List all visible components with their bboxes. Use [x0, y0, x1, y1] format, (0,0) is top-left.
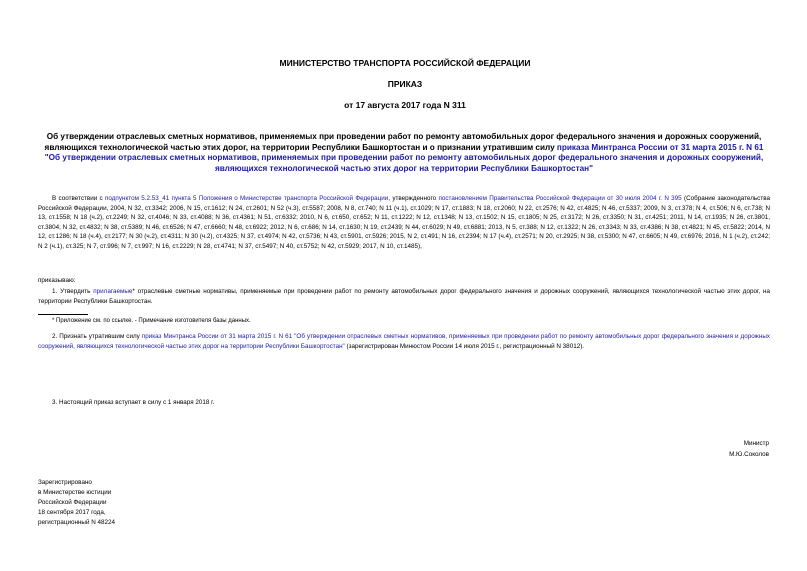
item-1-text-1: Утвердить — [60, 288, 94, 295]
registration-block — [38, 478, 115, 528]
title-text: Об утверждении отраслевых сметных нормативов, применяемых при проведении работ по ремонту автомобильных дорог федерального значения и дорожных сооружений, являющихся технологической частью этих дорог, на территории Республики Башкортостан и о признании утратившим силу — [44, 132, 762, 152]
registration-line-3: Российской Федерации — [38, 499, 107, 506]
preamble-link-1[interactable]: подпунктом 5.2.53_41 пункта 5 Положения о Министерстве транспорта Российской Федерации — [104, 195, 389, 202]
footnote-divider — [38, 314, 88, 315]
item-1-link[interactable]: прилагаемые — [93, 288, 133, 295]
preamble-link-2[interactable]: постановлением Правительства Российской Федерации от 30 июля 2004 г. N 395 — [438, 195, 682, 202]
item-1-text-2: отраслевые сметные нормативы, применяемые при проведении работ по ремонту автомобильных дорог федерального значения и дорожных сооружений, являющихся технологической частью этих дорог, на территории Республики Башкортостан. — [38, 288, 771, 305]
item-3-text: Настоящий приказ вступает в силу с 1 января 2018 г. — [59, 399, 215, 406]
preamble-text-3: (Собрание законодательства Российской Федерации, 2004, N 32, ст.3342; 2006, N 15, ст.1612; N 24, ст.2601; N 52 (ч.3), ст.5587; 2008, N 8, ст.740; N 11 (ч.1), ст.1029; N 17, ст.1883; N 18, ст.2060; N 22, ст.2576; N 42, ст.4825; N 46, ст.5337; 2009, N 3, ст.378; N 4, ст.506; N 6, ст.738; N 13, ст.1558; N 18 (ч.2), ст.2249; N 32, ст.4046; N 33, ст.4088; N 36, ст.4361; N 51, ст.6332; 2010, N 6, ст.650, ст.652; N 11, ст.1222; N 12, ст.1348; N 13, ст.1502; N 15, ст.1805; N 25, ст.3172; N 26, ст.3350; N 31, ст.4251; 2011, N 14, ст.1935; N 26, ст.3801, ст.3804; N 32, ст.4832; N 38, ст.5389; N 46, ст.6526; N 47, ст.6660; N 48, ст.6922; 2012, N 6, ст.686; N 14, ст.1630; N 19, ст.2439; N 44, ст.6029; N 49, ст.6881; 2013, N 5, ст.388; N 12, ст.1322; N 26, ст.3343; N 33, ст.4386; N 38, ст.4821; N 45, ст.5822; 2014, N 12, ст.1286; N 18 (ч.4), ст.2177; N 30 (ч.2), ст.4311; N 30 (ч.2), ст.4325; N 37, ст.4974; N 42, ст.5736; N 43, ст.5901, ст.5926; 2015, N 2, ст.491; N 16, ст.2394; N 17 (ч.4), ст.2571; N 20, ст.2925; N 38, ст.5300; N 47, ст.6605; N 49, ст.6976; 2016, N 1 (ч.2), ст.242; N 2 (ч.1), ст.325; N 7, ст.996; N 7, ст.997; N 16, ст.2229; N 28, ст.4741; N 37, ст.5497; N 40, ст.5752; N 42, ст.5929; 2017, N 10, ст.1485), — [38, 195, 770, 250]
document-title — [38, 132, 770, 174]
preamble-text-1: В соответствии с — [52, 195, 105, 202]
item-2-number: 2. — [52, 333, 58, 340]
preamble-paragraph — [38, 194, 770, 252]
registration-line-1: Зарегистрировано — [38, 479, 92, 486]
item-1-number: 1. — [52, 288, 58, 295]
signature-position: Министр — [743, 440, 769, 447]
item-2-text-1: Признать утратившим силу — [59, 333, 142, 340]
doc-type-heading: ПРИКАЗ — [387, 79, 423, 89]
registration-line-5: регистрационный N 48224 — [38, 519, 116, 526]
item-1-footnote-mark: * — [132, 288, 135, 295]
item-2-text-2: (зарегистрирован Минюстом России 14 июля 2015 г., регистрационный N 38012). — [344, 342, 585, 350]
item-3-number: 3. — [52, 399, 58, 406]
signature-name: М.Ю.Соколов — [729, 451, 769, 458]
item-3 — [38, 398, 770, 408]
item-2 — [38, 332, 770, 351]
order-word: приказываю: — [38, 277, 76, 284]
title-link[interactable]: приказа Минтранса России от 31 марта 2015 г. N 61 "Об утверждении отраслевых сметных нормативов, применяемых при проведении работ по ремонту автомобильных дорог федерального значения и дорожных сооружений, являющихся технологической частью этих дорог на территории Республики Башкортостан" — [44, 142, 764, 173]
item-2-link[interactable]: приказ Минтранса России от 31 марта 2015 г. N 61 "Об утверждении отраслевых сметных нормативов, применяемых при проведении работ по ремонту автомобильных дорог федерального значения и дорожных сооружений, являющихся технологической частью этих дорог на территории Республики Башкортостан" — [38, 333, 770, 350]
registration-line-4: 18 сентября 2017 года, — [38, 509, 106, 516]
footnote: * Приложение см. по ссылке. - Примечание изготовителя базы данных. — [52, 318, 251, 324]
ministry-heading: МИНИСТЕРСТВО ТРАНСПОРТА РОССИЙСКОЙ ФЕДЕРАЦИИ — [279, 58, 531, 68]
item-1 — [38, 287, 770, 306]
registration-line-2: в Министерстве юстиции — [38, 489, 112, 496]
preamble-text-2: , утвержденного — [388, 195, 439, 202]
date-number-heading: от 17 августа 2017 года N 311 — [344, 100, 466, 110]
